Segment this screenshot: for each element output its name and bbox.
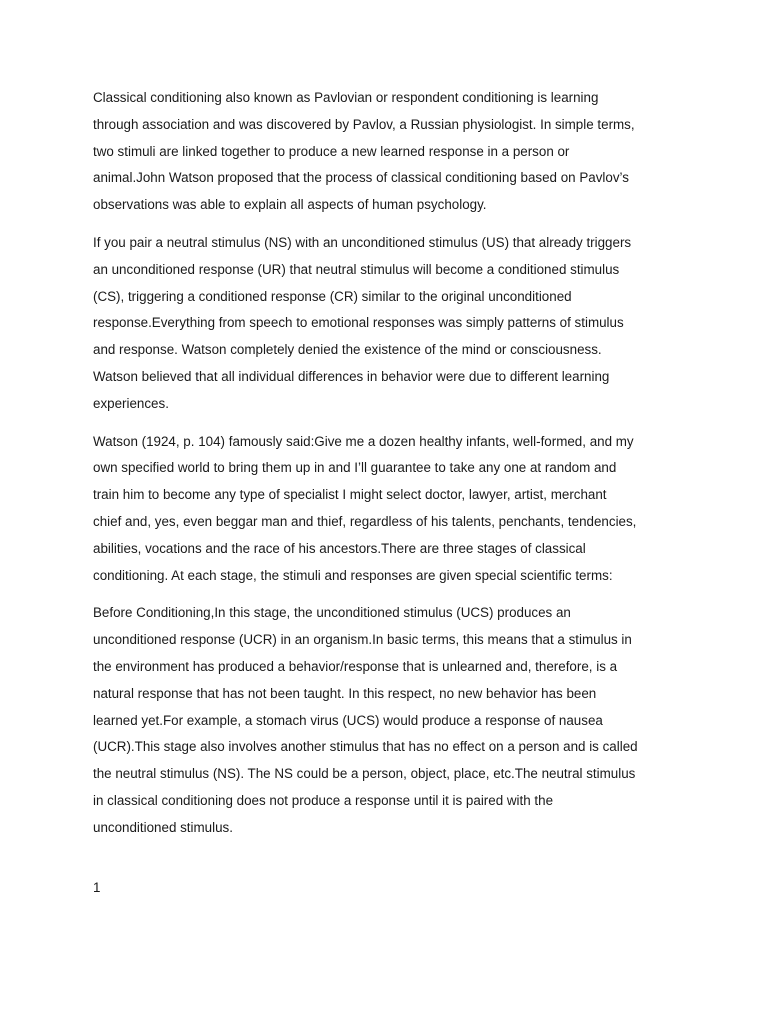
paragraph-line: the neutral stimulus (NS). The NS could be a person, object, place, etc.The neutral stimulus <box>93 766 636 782</box>
paragraph-line: and response. Watson completely denied the existence of the mind or consciousness. <box>93 342 602 358</box>
paragraph-line: chief and, yes, even beggar man and thief, regardless of his talents, penchants, tendencies, <box>93 513 637 529</box>
paragraph-line: unconditioned stimulus. <box>93 819 233 835</box>
paragraph-line: response.Everything from speech to emotional responses was simply patterns of stimulus <box>93 315 624 331</box>
paragraph-line: experiences. <box>93 395 169 411</box>
paragraph-line: conditioning. At each stage, the stimuli and responses are given special scientific terms: <box>93 567 613 583</box>
paragraph-line: animal.John Watson proposed that the process of classical conditioning based on Pavlov’s <box>93 170 629 186</box>
paragraph-line: learned yet.For example, a stomach virus (UCS) would produce a response of nausea <box>93 712 603 728</box>
paragraph-line: Watson believed that all individual differences in behavior were due to different learning <box>93 368 610 384</box>
paragraph-line: Before Conditioning,In this stage, the unconditioned stimulus (UCS) produces an <box>93 605 571 621</box>
paragraph-line: (UCR).This stage also involves another stimulus that has no effect on a person and is called <box>93 739 638 755</box>
paragraph-line: train him to become any type of specialist I might select doctor, lawyer, artist, merchant <box>93 487 607 503</box>
paragraph-line: own specified world to bring them up in and I’ll guarantee to take any one at random and <box>93 460 617 476</box>
paragraph-line: an unconditioned response (UR) that neutral stimulus will become a conditioned stimulus <box>93 261 620 277</box>
paragraph-4 <box>93 600 673 841</box>
paragraph-3 <box>93 429 673 590</box>
paragraph-line: in classical conditioning does not produce a response until it is paired with the <box>93 792 554 808</box>
paragraph-line: the environment has produced a behavior/response that is unlearned and, therefore, is a <box>93 658 618 674</box>
paragraph-line: unconditioned response (UCR) in an organism.In basic terms, this means that a stimulus in <box>93 632 632 648</box>
paragraph-line: (CS), triggering a conditioned response (CR) similar to the original unconditioned <box>93 288 572 304</box>
paragraph-1 <box>93 85 673 219</box>
document-body <box>93 85 673 853</box>
paragraph-line: Watson (1924, p. 104) famously said:Give me a dozen healthy infants, well-formed, and my <box>93 433 634 449</box>
paragraph-line: Classical conditioning also known as Pavlovian or respondent conditioning is learning <box>93 90 599 105</box>
paragraph-2 <box>93 230 673 418</box>
paragraph-line: If you pair a neutral stimulus (NS) with an unconditioned stimulus (US) that already triggers <box>93 234 632 250</box>
paragraph-line: natural response that has not been taught. In this respect, no new behavior has been <box>93 685 597 701</box>
paragraph-line: two stimuli are linked together to produce a new learned response in a person or <box>93 143 570 159</box>
paragraph-line: abilities, vocations and the race of his ancestors.There are three stages of classical <box>93 540 586 556</box>
paragraph-line: through association and was discovered by Pavlov, a Russian physiologist. In simple terms, <box>93 116 635 132</box>
page-number: 1 <box>93 880 101 895</box>
paragraph-line: observations was able to explain all aspects of human psychology. <box>93 197 487 213</box>
